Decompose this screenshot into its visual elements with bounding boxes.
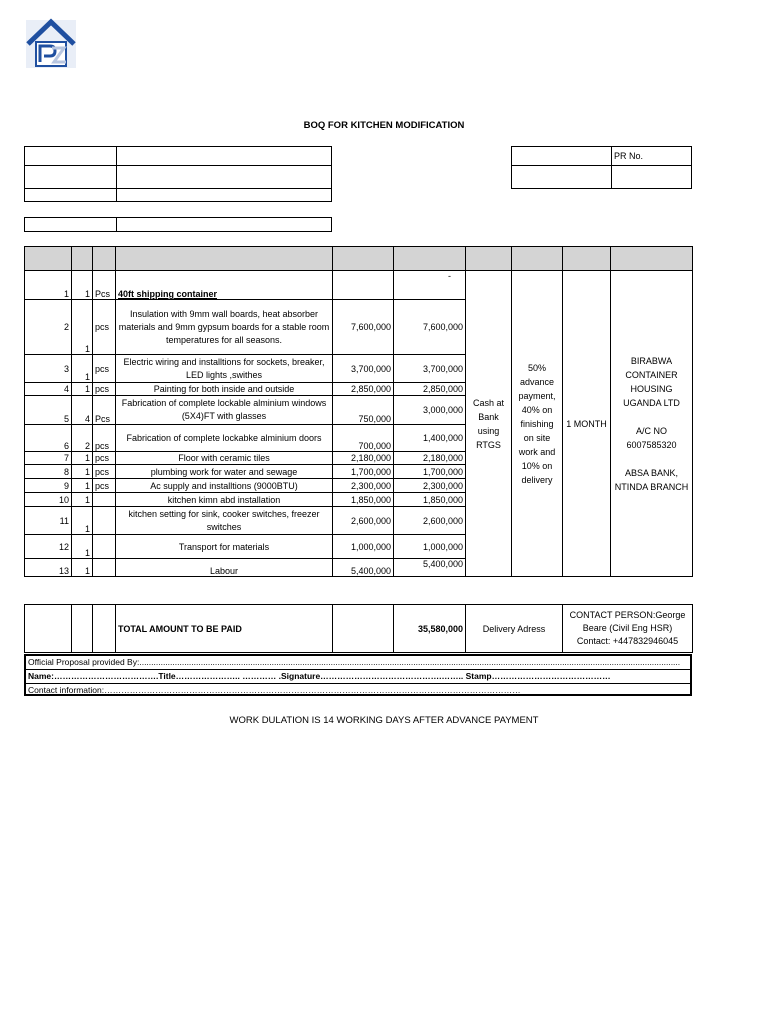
item-qty: 1: [72, 355, 93, 383]
item-qty: 1: [72, 535, 93, 559]
item-unit: [93, 493, 116, 507]
item-qty: 1: [72, 452, 93, 465]
work-duration-note: WORK DULATION IS 14 WORKING DAYS AFTER ADVANCE PAYMENT: [229, 715, 539, 726]
item-qty: 1: [72, 383, 93, 396]
document-title: BOQ FOR KITCHEN MODIFICATION: [303, 120, 465, 131]
total-amount: 35,580,000: [394, 605, 466, 653]
item-qty: 1: [72, 559, 93, 577]
item-qty: 1: [72, 479, 93, 493]
bank-name: ABSA BANK, NTINDA BRANCH: [614, 467, 689, 492]
item-unit: pcs: [93, 452, 116, 465]
item-description: Ac supply and installtions (9000BTU): [116, 479, 333, 493]
item-unit: [93, 559, 116, 577]
item-amount: 3,000,000: [394, 396, 466, 425]
item-amount: 1,700,000: [394, 465, 466, 479]
item-no: 4: [25, 383, 72, 396]
item-description: Fabrication of complete lockabke alminium doors: [116, 425, 333, 452]
item-amount: 2,180,000: [394, 452, 466, 465]
account-number: 6007585320: [626, 439, 677, 450]
item-description: plumbing work for water and sewage: [116, 465, 333, 479]
item-rate: 2,180,000: [333, 452, 394, 465]
proposal-contact-info: Contact information:…………………………………………………………………………………………………………………………………: [28, 685, 521, 695]
item-amount: 7,600,000: [394, 300, 466, 355]
item-qty: 1: [72, 465, 93, 479]
item-rate: 1,000,000: [333, 535, 394, 559]
item-amount: 1,000,000: [394, 535, 466, 559]
item-unit: pcs: [93, 383, 116, 396]
item-description: Fabrication of complete lockable alminium windows (5X4)FT with glasses: [116, 396, 333, 425]
proposal-box: [24, 654, 692, 696]
item-no: 1: [25, 271, 72, 300]
supplier-details: [611, 271, 693, 577]
boq-table: [24, 246, 693, 577]
item-qty: 1: [72, 507, 93, 535]
item-rate: [333, 271, 394, 300]
item-rate: 1,850,000: [333, 493, 394, 507]
item-amount: 2,600,000: [394, 507, 466, 535]
item-rate: 750,000: [333, 396, 394, 425]
contact-person: CONTACT PERSON:George Beare (Civil Eng HSR) Contact: +447832946045: [563, 605, 693, 653]
item-no: 2: [25, 300, 72, 355]
item-amount: -: [394, 271, 466, 300]
item-qty: 2: [72, 425, 93, 452]
item-description: Electric wiring and installtions for sockets, breaker, LED lights ,swithes: [116, 355, 333, 383]
item-amount: 5,400,000: [394, 559, 466, 577]
item-no: 6: [25, 425, 72, 452]
item-no: 7: [25, 452, 72, 465]
item-no: 3: [25, 355, 72, 383]
item-amount: 2,850,000: [394, 383, 466, 396]
item-description: Insulation with 9mm wall boards, heat absorber materials and 9mm gypsum boards for a stable room temperatures for all seasons.: [116, 300, 333, 355]
item-no: 5: [25, 396, 72, 425]
item-unit: Pcs: [93, 396, 116, 425]
item-amount: 2,300,000: [394, 479, 466, 493]
pr-table: [511, 146, 692, 189]
item-rate: 3,700,000: [333, 355, 394, 383]
payment-method: Cash at Bank using RTGS: [466, 271, 512, 577]
item-no: 11: [25, 507, 72, 535]
table-row: [25, 271, 693, 300]
item-qty: 4: [72, 396, 93, 425]
item-rate: 5,400,000: [333, 559, 394, 577]
item-rate: 2,300,000: [333, 479, 394, 493]
total-label: TOTAL AMOUNT TO BE PAID: [116, 605, 333, 653]
item-rate: 1,700,000: [333, 465, 394, 479]
info-table-left-2: [24, 217, 332, 232]
payment-terms: 50% advance payment, 40% on finishing on site work and 10% on delivery: [512, 271, 563, 577]
boq-header-row: [25, 247, 693, 271]
item-qty: 1: [72, 300, 93, 355]
item-no: 12: [25, 535, 72, 559]
house-logo-icon: [24, 18, 78, 70]
item-rate: 7,600,000: [333, 300, 394, 355]
item-unit: Pcs: [93, 271, 116, 300]
item-no: 9: [25, 479, 72, 493]
pr-label: PR No.: [612, 147, 692, 166]
item-unit: [93, 535, 116, 559]
proposal-provided-by: Official Proposal provided By:.....................................................................................................................................................................................................................................: [26, 656, 690, 670]
item-description: Painting for both inside and outside: [116, 383, 333, 396]
account-label: A/C NO: [635, 425, 667, 436]
item-amount: 1,850,000: [394, 493, 466, 507]
item-amount: 3,700,000: [394, 355, 466, 383]
item-unit: [93, 507, 116, 535]
item-rate: 700,000: [333, 425, 394, 452]
item-unit: pcs: [93, 479, 116, 493]
item-description: Labour: [116, 559, 333, 577]
delivery-duration: 1 MONTH: [563, 271, 611, 577]
supplier-name: BIRABWA CONTAINER HOUSING UGANDA LTD: [623, 355, 680, 408]
item-description: 40ft shipping container: [116, 271, 333, 300]
item-qty: 1: [72, 271, 93, 300]
item-unit: pcs: [93, 425, 116, 452]
info-table-left: [24, 146, 332, 202]
item-no: 10: [25, 493, 72, 507]
item-description: Transport for materials: [116, 535, 333, 559]
item-unit: pcs: [93, 465, 116, 479]
item-no: 8: [25, 465, 72, 479]
delivery-address-label: Delivery Adress: [466, 605, 563, 653]
item-description: kitchen kimn abd installation: [116, 493, 333, 507]
total-table: [24, 604, 693, 653]
item-qty: 1: [72, 493, 93, 507]
item-unit: pcs: [93, 300, 116, 355]
item-amount: 1,400,000: [394, 425, 466, 452]
item-rate: 2,600,000: [333, 507, 394, 535]
item-unit: pcs: [93, 355, 116, 383]
item-description: kitchen setting for sink, cooker switches, freezer switches: [116, 507, 333, 535]
item-description: Floor with ceramic tiles: [116, 452, 333, 465]
item-rate: 2,850,000: [333, 383, 394, 396]
item-no: 13: [25, 559, 72, 577]
proposal-signature-line: Name:……………………………….Title………………….. ………… .Signature…………………………………….…….. Stamp……………………………………: [26, 670, 690, 684]
